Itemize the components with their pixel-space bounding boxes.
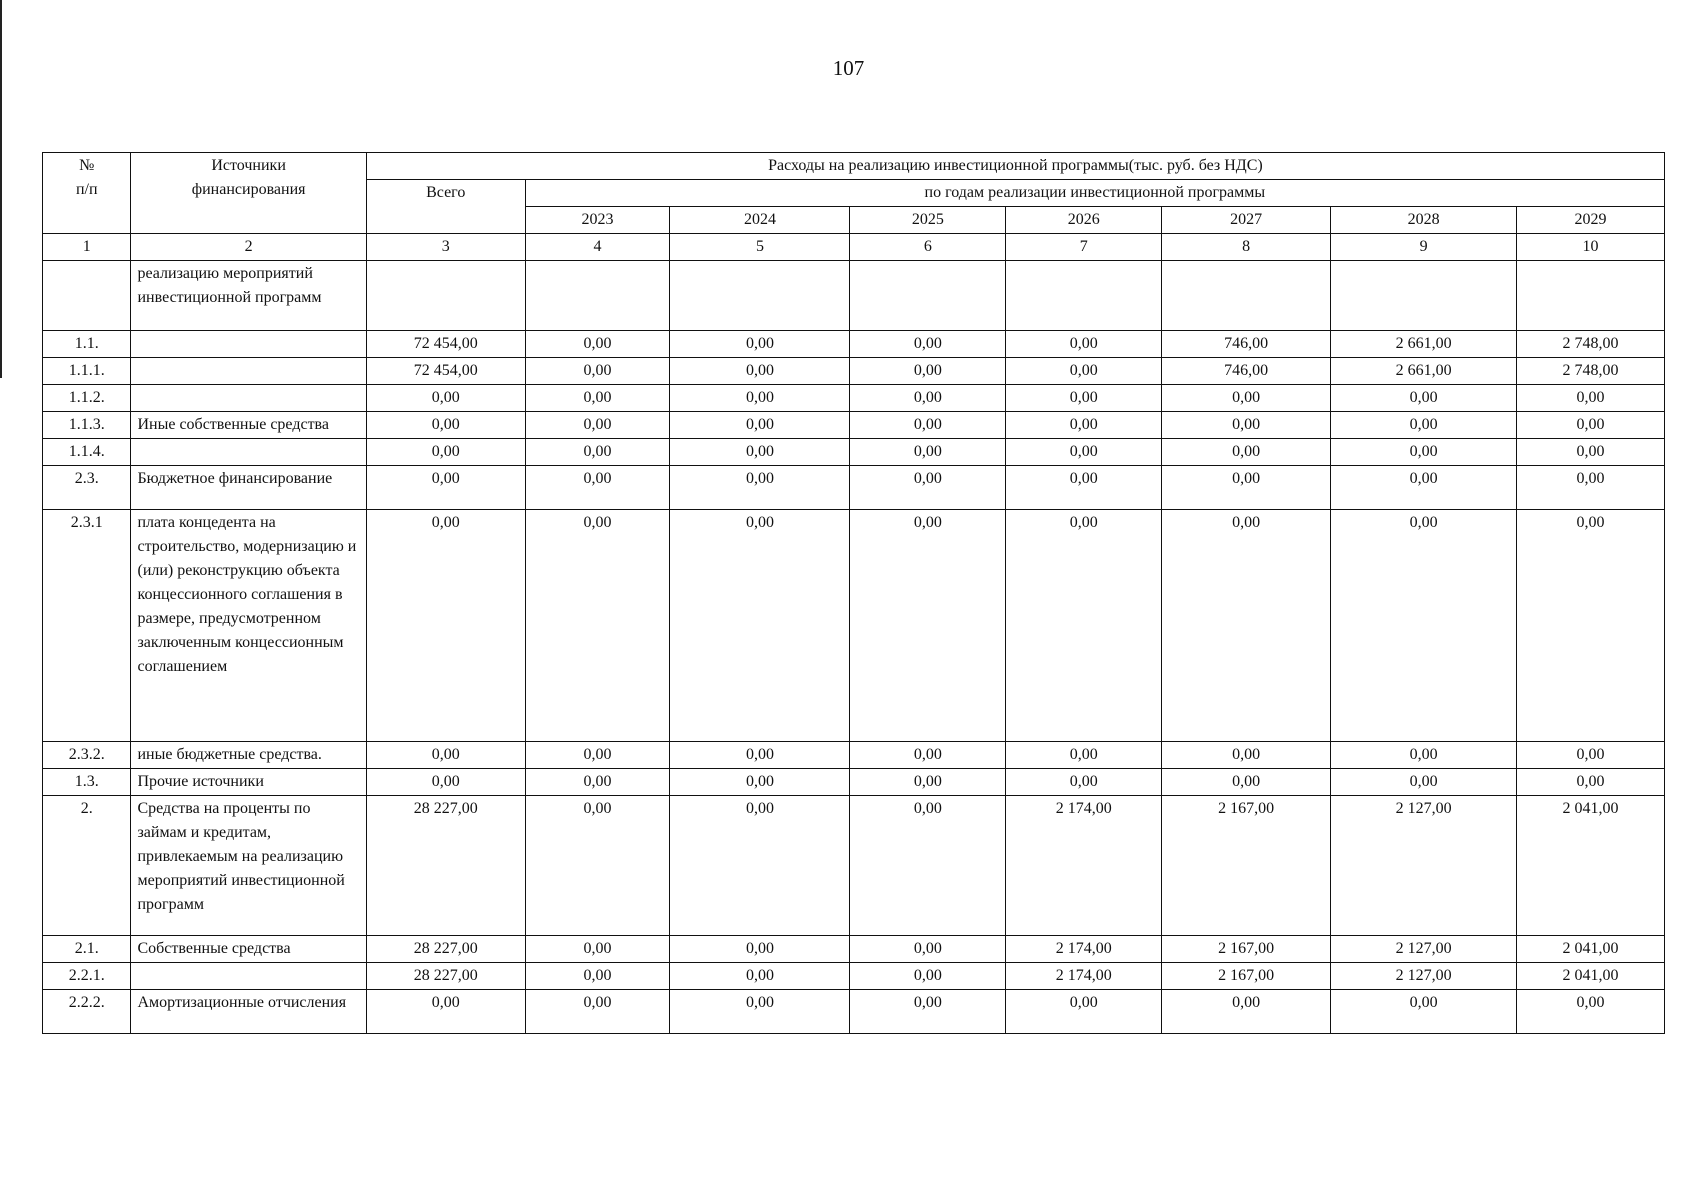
row-year-value: 2 127,00 — [1331, 963, 1517, 990]
row-year-value: 0,00 — [1331, 466, 1517, 510]
header-year: 2026 — [1006, 207, 1162, 234]
row-year-value: 0,00 — [670, 990, 850, 1034]
row-year-value: 0,00 — [1331, 385, 1517, 412]
header-num-label: № п/п — [75, 157, 98, 198]
table-row — [43, 963, 1665, 990]
row-year-value: 0,00 — [850, 742, 1006, 769]
row-total: 28 227,00 — [366, 796, 525, 936]
row-source: Средства на проценты по займам и кредитам, привлекаемым на реализацию мероприятий инвестиционной программ — [131, 796, 366, 936]
row-year-value: 0,00 — [1517, 769, 1665, 796]
table-row — [43, 936, 1665, 963]
row-total: 0,00 — [366, 466, 525, 510]
row-year-value: 0,00 — [525, 466, 670, 510]
row-year-value: 0,00 — [670, 385, 850, 412]
row-year-value: 0,00 — [1006, 439, 1162, 466]
header-source-label: Источники финансирования — [191, 157, 306, 198]
header-expenses: Расходы на реализацию инвестиционной программы(тыс. руб. без НДС) — [366, 153, 1664, 180]
row-year-value — [850, 261, 1006, 331]
row-year-value: 0,00 — [1517, 466, 1665, 510]
row-year-value: 2 661,00 — [1331, 358, 1517, 385]
row-total — [366, 261, 525, 331]
row-year-value: 0,00 — [670, 769, 850, 796]
column-index: 7 — [1006, 234, 1162, 261]
header-year: 2027 — [1162, 207, 1331, 234]
row-year-value: 0,00 — [1162, 439, 1331, 466]
row-source: Собственные средства — [131, 936, 366, 963]
row-year-value: 0,00 — [1006, 385, 1162, 412]
page-number: 107 — [832, 56, 865, 80]
row-year-value: 0,00 — [1006, 331, 1162, 358]
row-number: 2.2.2. — [43, 990, 131, 1034]
row-year-value: 2 041,00 — [1517, 796, 1665, 936]
row-total: 72 454,00 — [366, 331, 525, 358]
column-index: 10 — [1517, 234, 1665, 261]
row-year-value: 2 041,00 — [1517, 963, 1665, 990]
row-year-value: 0,00 — [1517, 439, 1665, 466]
row-total: 28 227,00 — [366, 936, 525, 963]
row-year-value — [1517, 261, 1665, 331]
header-year: 2024 — [670, 207, 850, 234]
table-row — [43, 358, 1665, 385]
row-year-value: 2 748,00 — [1517, 358, 1665, 385]
header-year: 2025 — [850, 207, 1006, 234]
row-year-value: 0,00 — [670, 742, 850, 769]
row-year-value: 0,00 — [670, 466, 850, 510]
row-source — [131, 331, 366, 358]
row-year-value: 0,00 — [1517, 990, 1665, 1034]
header-total: Всего — [366, 180, 525, 234]
header-row-1 — [43, 153, 1665, 180]
row-year-value: 0,00 — [1331, 510, 1517, 742]
row-year-value: 2 167,00 — [1162, 796, 1331, 936]
row-year-value: 0,00 — [525, 742, 670, 769]
row-year-value: 0,00 — [1162, 412, 1331, 439]
row-year-value: 0,00 — [1331, 990, 1517, 1034]
table-body — [43, 261, 1665, 1034]
row-year-value: 0,00 — [1162, 466, 1331, 510]
row-source: Амортизационные отчисления — [131, 990, 366, 1034]
row-source — [131, 439, 366, 466]
table-row — [43, 769, 1665, 796]
row-year-value: 0,00 — [1006, 990, 1162, 1034]
row-year-value: 0,00 — [850, 936, 1006, 963]
row-year-value: 0,00 — [525, 331, 670, 358]
row-year-value: 0,00 — [525, 990, 670, 1034]
row-year-value: 0,00 — [1006, 769, 1162, 796]
column-index: 2 — [131, 234, 366, 261]
row-year-value: 2 167,00 — [1162, 936, 1331, 963]
row-year-value: 0,00 — [525, 796, 670, 936]
row-year-value: 0,00 — [1517, 510, 1665, 742]
row-source — [131, 963, 366, 990]
header-year: 2023 — [525, 207, 670, 234]
row-year-value: 2 748,00 — [1517, 331, 1665, 358]
table-row — [43, 510, 1665, 742]
row-year-value: 0,00 — [1162, 385, 1331, 412]
row-number: 2.1. — [43, 936, 131, 963]
row-year-value: 0,00 — [1331, 742, 1517, 769]
row-year-value: 0,00 — [525, 769, 670, 796]
row-year-value: 0,00 — [850, 990, 1006, 1034]
row-year-value: 0,00 — [850, 769, 1006, 796]
row-number: 1.1.3. — [43, 412, 131, 439]
column-index: 6 — [850, 234, 1006, 261]
row-year-value: 0,00 — [850, 510, 1006, 742]
row-source: реализацию мероприятий инвестиционной программ — [131, 261, 366, 331]
header-by-years: по годам реализации инвестиционной программы — [525, 180, 1664, 207]
row-year-value: 2 167,00 — [1162, 963, 1331, 990]
row-year-value: 0,00 — [1006, 742, 1162, 769]
row-year-value: 0,00 — [670, 412, 850, 439]
column-index: 1 — [43, 234, 131, 261]
row-year-value: 0,00 — [850, 385, 1006, 412]
header-num — [43, 153, 131, 234]
row-year-value: 0,00 — [850, 412, 1006, 439]
row-source: Прочие источники — [131, 769, 366, 796]
row-year-value — [670, 261, 850, 331]
row-number: 2.2.1. — [43, 963, 131, 990]
row-number: 2.3.1 — [43, 510, 131, 742]
header-row-indexes — [43, 234, 1665, 261]
row-number: 2. — [43, 796, 131, 936]
row-year-value — [1006, 261, 1162, 331]
row-total: 0,00 — [366, 412, 525, 439]
row-year-value: 0,00 — [670, 963, 850, 990]
row-number: 1.1.4. — [43, 439, 131, 466]
row-year-value: 0,00 — [850, 796, 1006, 936]
row-year-value: 0,00 — [850, 358, 1006, 385]
row-number: 2.3.2. — [43, 742, 131, 769]
row-year-value: 0,00 — [525, 510, 670, 742]
table-row — [43, 742, 1665, 769]
column-index: 9 — [1331, 234, 1517, 261]
financing-table — [42, 152, 1665, 1034]
row-year-value: 746,00 — [1162, 358, 1331, 385]
header-year: 2029 — [1517, 207, 1665, 234]
row-source — [131, 385, 366, 412]
table-row — [43, 439, 1665, 466]
row-year-value: 0,00 — [850, 331, 1006, 358]
row-year-value: 2 661,00 — [1331, 331, 1517, 358]
row-year-value: 0,00 — [850, 963, 1006, 990]
row-year-value: 0,00 — [1517, 742, 1665, 769]
row-number: 2.3. — [43, 466, 131, 510]
row-total: 0,00 — [366, 990, 525, 1034]
row-year-value: 0,00 — [670, 796, 850, 936]
row-number: 1.1. — [43, 331, 131, 358]
row-source: плата концедента на строительство, модернизацию и (или) реконструкцию объекта концессионного соглашения в размере, предусмотренном заключенным концессионным соглашением — [131, 510, 366, 742]
header-year: 2028 — [1331, 207, 1517, 234]
row-year-value: 0,00 — [1517, 385, 1665, 412]
row-year-value: 0,00 — [525, 936, 670, 963]
row-source: Иные собственные средства — [131, 412, 366, 439]
row-year-value: 0,00 — [525, 412, 670, 439]
row-year-value: 0,00 — [525, 439, 670, 466]
row-year-value: 0,00 — [1162, 769, 1331, 796]
row-year-value: 0,00 — [1162, 510, 1331, 742]
row-number — [43, 261, 131, 331]
row-number: 1.1.2. — [43, 385, 131, 412]
column-index: 3 — [366, 234, 525, 261]
row-total: 0,00 — [366, 439, 525, 466]
row-year-value: 2 174,00 — [1006, 796, 1162, 936]
column-index: 8 — [1162, 234, 1331, 261]
row-year-value: 0,00 — [1331, 769, 1517, 796]
table-row — [43, 412, 1665, 439]
row-year-value: 0,00 — [1517, 412, 1665, 439]
row-source: иные бюджетные средства. — [131, 742, 366, 769]
row-total: 72 454,00 — [366, 358, 525, 385]
table-row — [43, 331, 1665, 358]
row-year-value: 0,00 — [670, 358, 850, 385]
table-row — [43, 261, 1665, 331]
row-year-value: 0,00 — [1006, 510, 1162, 742]
table-row — [43, 796, 1665, 936]
row-year-value — [1162, 261, 1331, 331]
row-year-value — [525, 261, 670, 331]
row-year-value: 0,00 — [525, 963, 670, 990]
table-row — [43, 990, 1665, 1034]
row-year-value: 0,00 — [525, 385, 670, 412]
column-index: 5 — [670, 234, 850, 261]
column-index: 4 — [525, 234, 670, 261]
row-year-value: 0,00 — [850, 439, 1006, 466]
row-year-value: 0,00 — [1006, 466, 1162, 510]
table-row — [43, 385, 1665, 412]
row-year-value: 746,00 — [1162, 331, 1331, 358]
row-year-value: 0,00 — [850, 466, 1006, 510]
row-year-value: 0,00 — [670, 439, 850, 466]
row-year-value: 2 174,00 — [1006, 936, 1162, 963]
row-year-value: 0,00 — [525, 358, 670, 385]
row-total: 28 227,00 — [366, 963, 525, 990]
table-row — [43, 466, 1665, 510]
header-source — [131, 153, 366, 234]
row-total: 0,00 — [366, 742, 525, 769]
row-source: Бюджетное финансирование — [131, 466, 366, 510]
row-year-value: 0,00 — [1006, 358, 1162, 385]
row-year-value: 2 041,00 — [1517, 936, 1665, 963]
row-year-value: 2 174,00 — [1006, 963, 1162, 990]
row-year-value: 0,00 — [1331, 439, 1517, 466]
row-year-value: 0,00 — [1331, 412, 1517, 439]
row-total: 0,00 — [366, 510, 525, 742]
row-number: 1.1.1. — [43, 358, 131, 385]
row-total: 0,00 — [366, 385, 525, 412]
row-year-value: 0,00 — [670, 331, 850, 358]
row-year-value: 2 127,00 — [1331, 936, 1517, 963]
row-source — [131, 358, 366, 385]
row-year-value — [1331, 261, 1517, 331]
row-year-value: 0,00 — [1006, 412, 1162, 439]
row-number: 1.3. — [43, 769, 131, 796]
row-year-value: 0,00 — [1162, 742, 1331, 769]
row-year-value: 0,00 — [670, 936, 850, 963]
row-year-value: 0,00 — [670, 510, 850, 742]
row-year-value: 0,00 — [1162, 990, 1331, 1034]
row-total: 0,00 — [366, 769, 525, 796]
row-year-value: 2 127,00 — [1331, 796, 1517, 936]
